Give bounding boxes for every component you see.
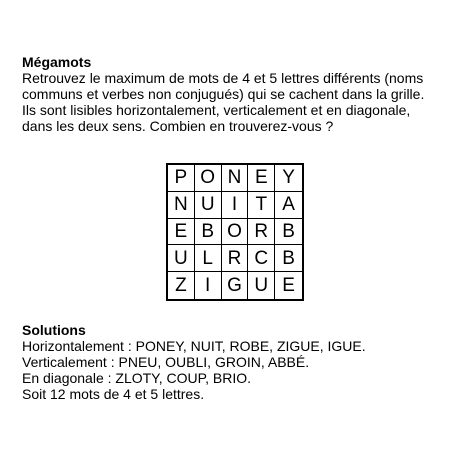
page-title: Mégamots [22,54,92,70]
grid-cell[interactable]: T [248,192,275,219]
grid-cell[interactable]: O [195,165,222,192]
grid-cell[interactable]: E [248,165,275,192]
letter-grid [166,163,304,301]
grid-cell[interactable]: Y [275,165,302,192]
instructions-line: Retrouvez le maximum de mots de 4 et 5 lettres différents (noms [22,70,424,86]
grid-cell[interactable]: L [195,245,222,272]
grid-cell[interactable]: A [275,192,302,219]
solution-line: En diagonale : ZLOTY, COUP, BRIO. [22,370,252,386]
grid-cell[interactable]: U [248,272,275,299]
solution-line: Horizontalement : PONEY, NUIT, ROBE, ZIGUE, IGUE. [22,338,366,354]
grid-cell[interactable]: B [275,219,302,246]
grid-cell[interactable]: U [195,192,222,219]
instructions-line: dans les deux sens. Combien en trouverez-vous ? [22,118,334,134]
grid-cell[interactable]: I [195,272,222,299]
grid-cell[interactable]: B [195,219,222,246]
grid-cell[interactable]: U [168,245,195,272]
instructions [22,70,442,134]
grid-cell[interactable]: B [275,245,302,272]
grid-cell[interactable]: E [282,275,295,297]
grid-cell[interactable]: R [248,219,275,246]
grid-cell[interactable]: N [168,192,195,219]
solution-line: Soit 12 mots de 4 et 5 lettres. [22,386,205,402]
grid-cell[interactable]: I [222,192,249,219]
instructions-line: communs et verbes non conjugués) qui se cachent dans la grille. [22,86,425,102]
solutions-title: Solutions [22,322,86,338]
solution-line: Verticalement : PNEU, OUBLI, GROIN, ABBÉ. [22,354,310,370]
grid-cell[interactable]: R [222,245,249,272]
grid-cell[interactable]: O [222,219,249,246]
grid-cell[interactable]: P [168,165,195,192]
grid-cell[interactable]: C [248,245,275,272]
instructions-line: Ils sont lisibles horizontalement, verticalement et en diagonale, [22,102,411,118]
solutions-list [22,338,442,402]
grid-cell[interactable]: N [222,165,249,192]
grid-cell[interactable]: G [222,272,249,299]
grid-cell[interactable]: Z [168,272,195,299]
grid-cell[interactable]: E [168,219,195,246]
